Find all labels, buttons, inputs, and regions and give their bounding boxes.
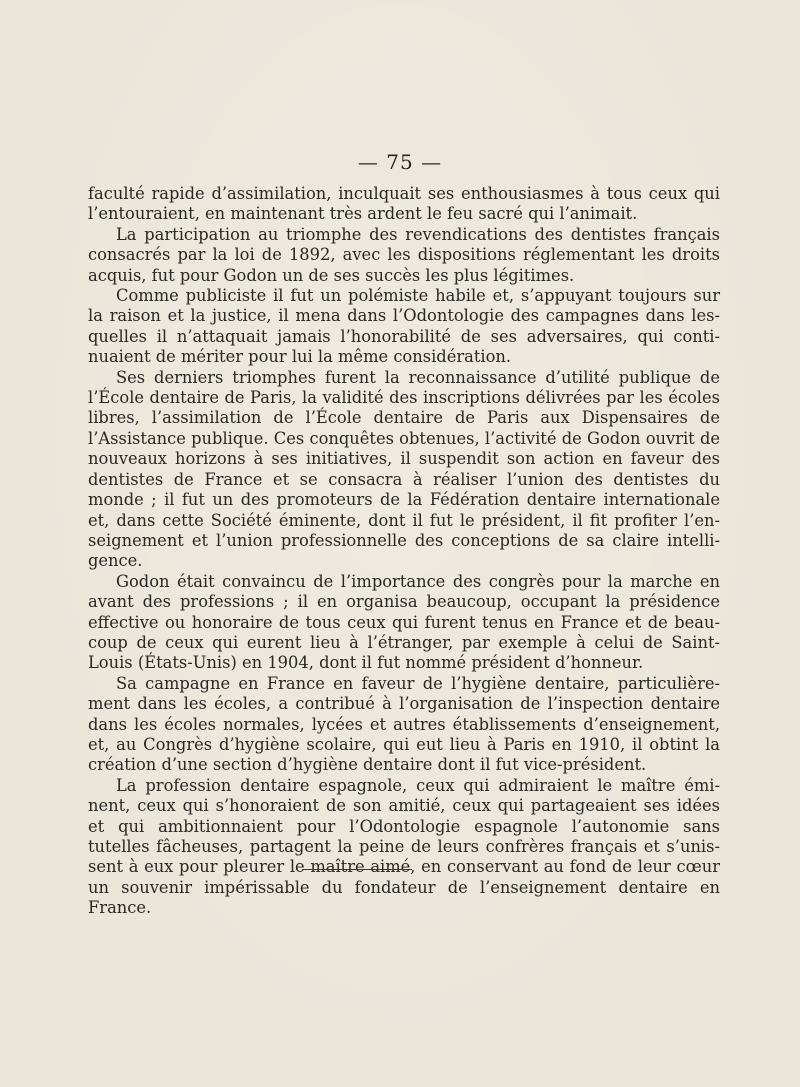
end-rule — [302, 869, 412, 870]
paragraph-6: Sa campagne en France en faveur de l’hygiène dentaire, particulière-ment dans les écoles, a contribué à l’organisation de l’inspection dentaire dans les écoles normales, lycées et autres établissements d’enseignement, et, au Congrès d’hygiène scolaire, qui eut lieu à Paris en 1910, il obtint la création d’une section d’hygiène dentaire dont il fut vice-président. — [88, 673, 720, 775]
page-number: — 75 — — [357, 150, 443, 174]
paragraph-4: Ses derniers triomphes furent la reconnaissance d’utilité publique de l’École dentaire de Paris, la validité des inscriptions délivrées par les écoles libres, l’assimilation de l’École dentaire de Paris aux Dispensaires de l’Assistance publique. Ces conquêtes obtenues, l’activité de Godon ouvrit de nouveaux horizons à ses initiatives, il suspendit son action en faveur des dentistes de France et se consacra à réaliser l’union des dentistes du monde ; il fut un des promoteurs de la Fédération dentaire internationale et, dans cette Société éminente, dont il fut le président, il fit profiter l’en-seignement et l’union professionnelle des conceptions de sa claire intelli-gence. — [88, 367, 720, 571]
paragraph-1: faculté rapide d’assimilation, inculquait ses enthousiasmes à tous ceux qui l’entouraient, en maintenant très ardent le feu sacré qui l’animait. — [88, 184, 720, 224]
paragraph-3: Comme publiciste il fut un polémiste habile et, s’appuyant toujours sur la raison et la justice, il mena dans l’Odontologie des campagnes dans les-quelles il n’attaquait jamais l’honorabilité de ses adversaires, qui conti-nuaient de mériter pour lui la même considération. — [88, 286, 720, 367]
body-text — [88, 184, 720, 919]
paragraph-7: La profession dentaire espagnole, ceux qui admiraient le maître émi-nent, ceux qui s’honoraient de son amitié, ceux qui partageaient ses idées et qui ambitionnaient pour l’Odontologie espagnole l’autonomie sans tutelles fâcheuses, partagent la peine de leurs confrères français et s’unis-sent à eux pour pleurer le maître aimé, en conservant au fond de leur cœur un souvenir impérissable du fondateur de l’enseignement dentaire en France. — [88, 775, 720, 918]
paragraph-2: La participation au triomphe des revendications des dentistes français consacrés par la loi de 1892, avec les dispositions réglementant les droits acquis, fut pour Godon un de ses succès les plus légitimes. — [88, 224, 720, 285]
paragraph-5: Godon était convaincu de l’importance des congrès pour la marche en avant des professions ; il en organisa beaucoup, occupant la présidence effective ou honoraire de tous ceux qui furent tenus en France et de beau-coup de ceux qui eurent lieu à l’étranger, par exemple à celui de Saint-Louis (États-Unis) en 1904, dont il fut nommé président d’honneur. — [88, 571, 720, 673]
